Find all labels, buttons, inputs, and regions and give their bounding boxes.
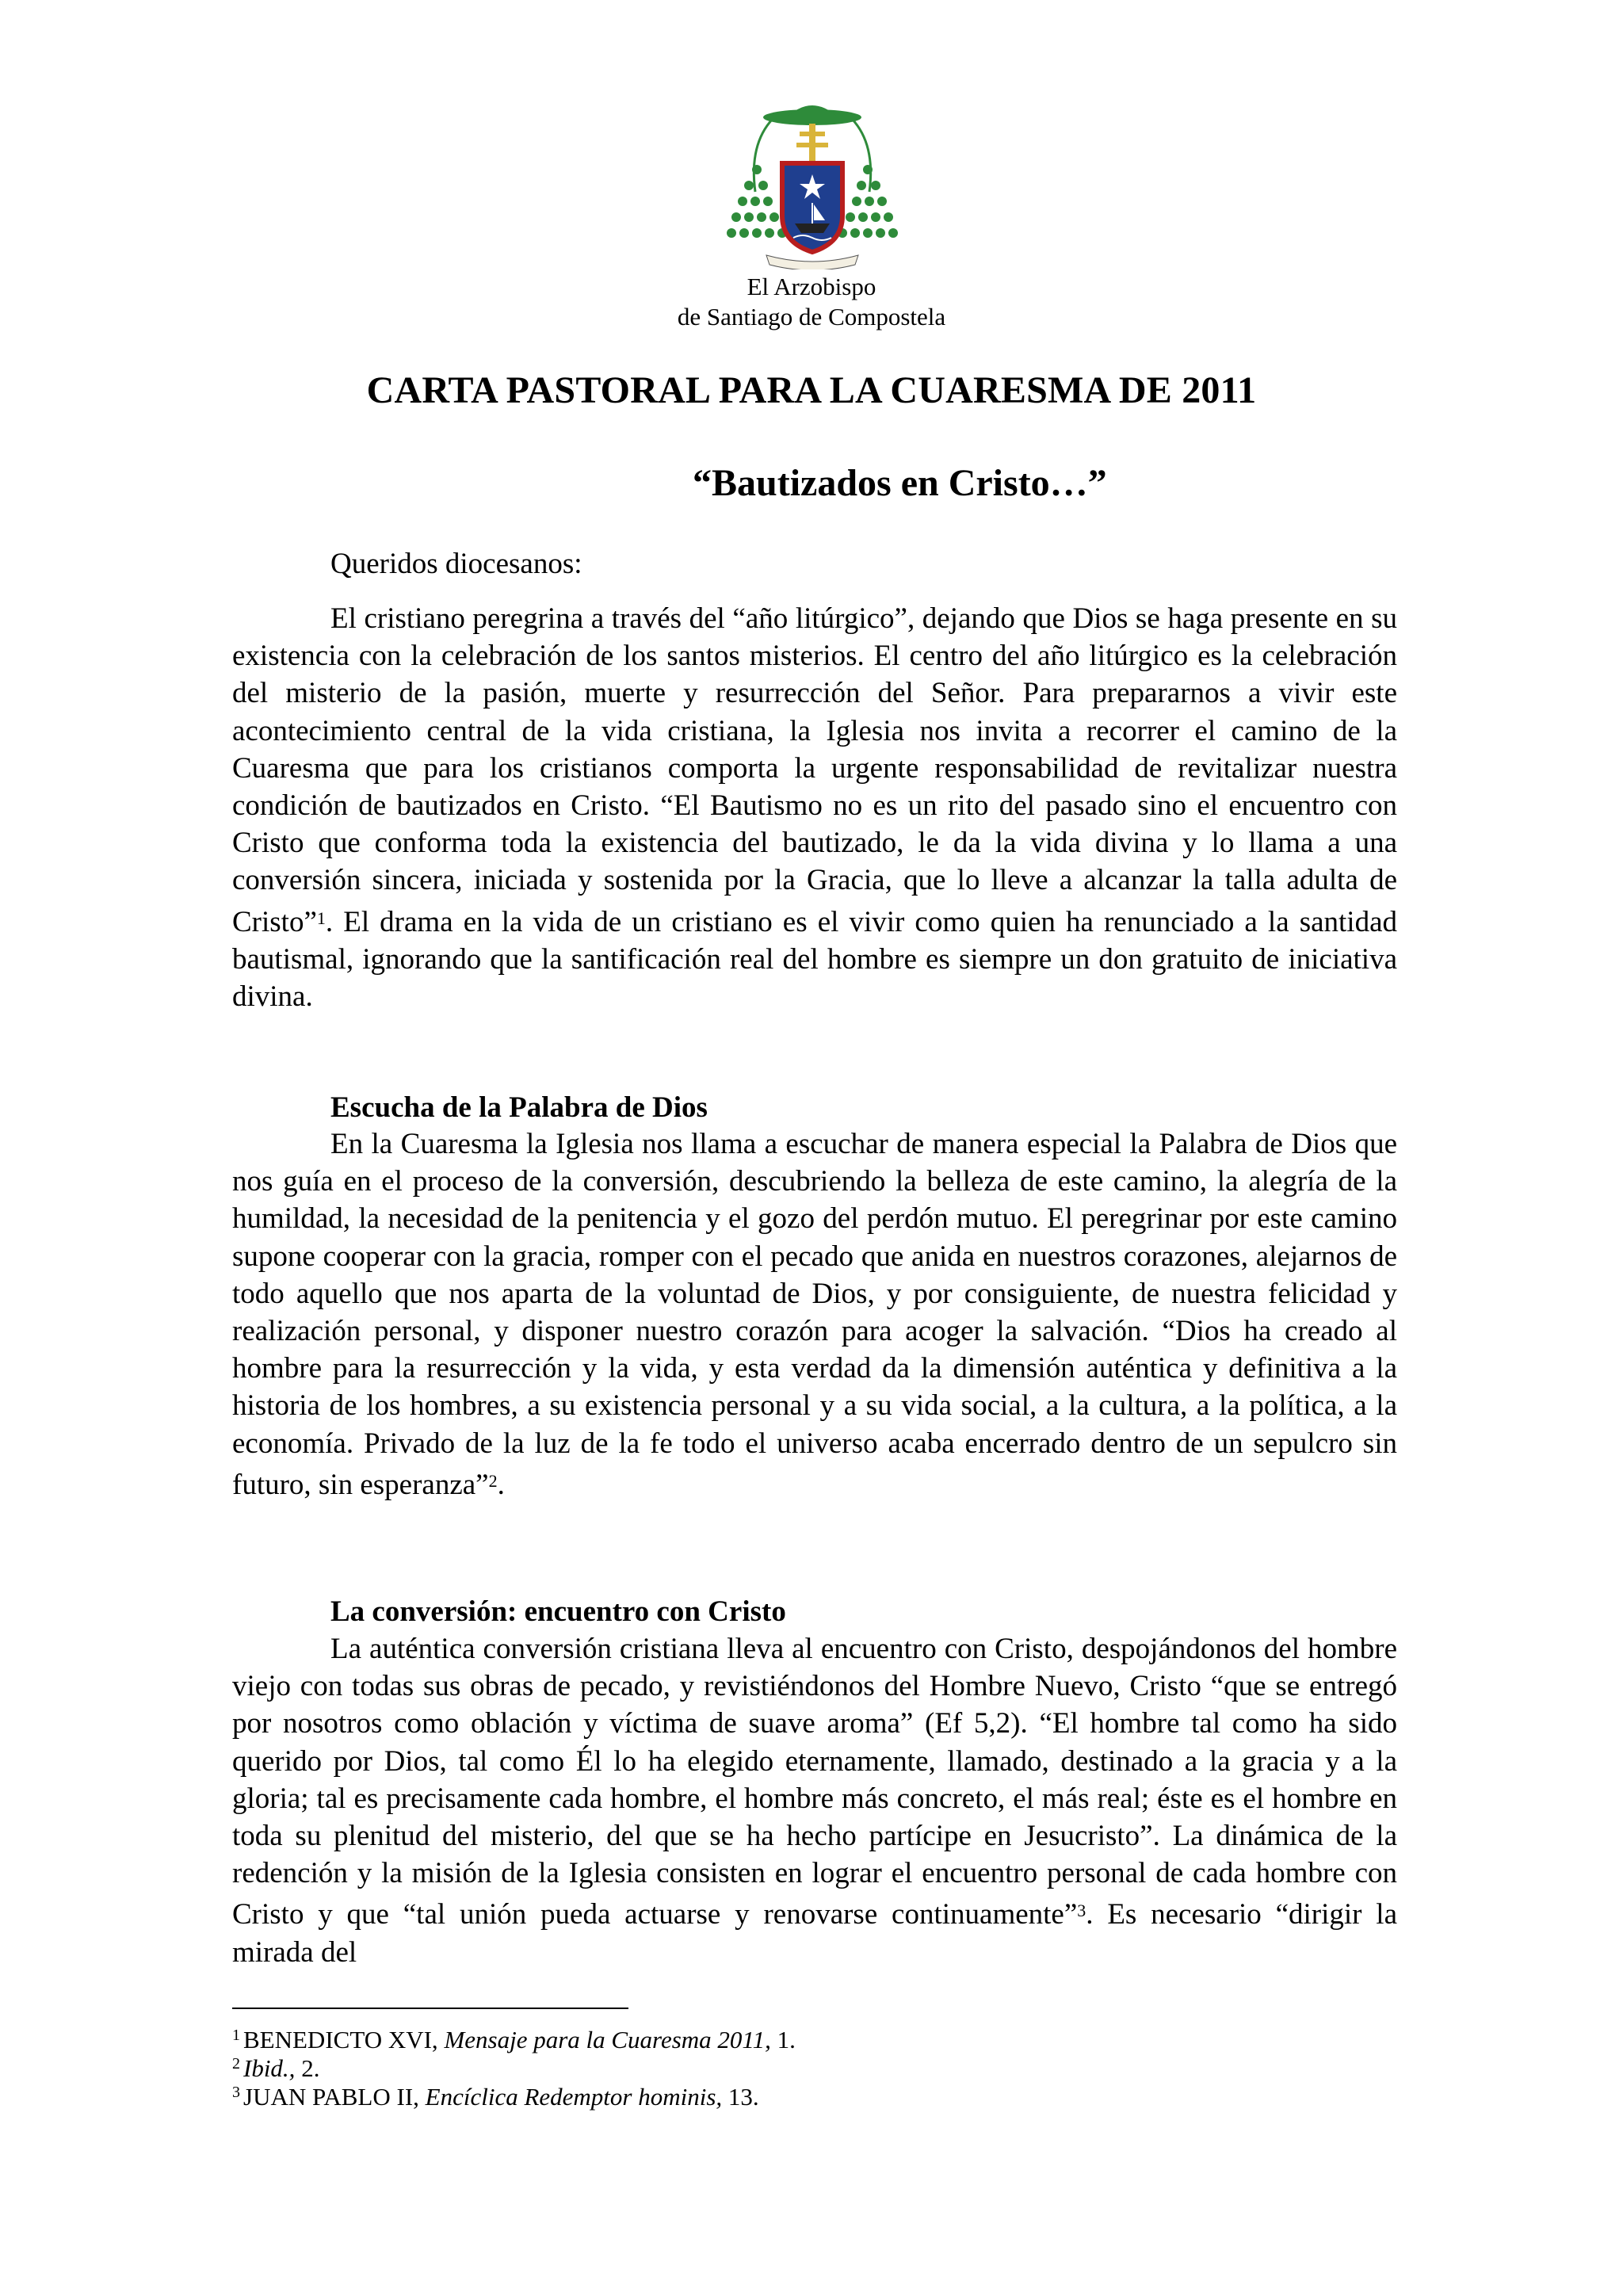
paragraph-escucha xyxy=(232,1125,1397,1503)
footnote-number: 2 xyxy=(232,2055,240,2073)
footnote-italic: Encíclica Redemptor hominis, xyxy=(425,2083,723,2111)
paragraph-conversion-text-b: . Es necesario “dirigir la mirada del xyxy=(232,1898,1398,1969)
footnote-tail: 13. xyxy=(722,2083,759,2111)
footnote-tail: 2. xyxy=(295,2054,320,2082)
footnote-ref-1: 1 xyxy=(316,907,326,928)
footnote-tail: 1. xyxy=(770,2026,796,2053)
paragraph-intro xyxy=(232,600,1397,1015)
section-heading-escucha: Escucha de la Palabra de Dios xyxy=(330,1091,708,1124)
footnote-3 xyxy=(232,2078,759,2111)
sender-line-1: El Arzobispo xyxy=(747,273,876,300)
footnote-italic: Ibid., xyxy=(243,2054,296,2082)
paragraph-intro-text-a: El cristiano peregrina a través del “año litúrgico”, dejando que Dios se haga presente en su existencia con la celebración de los santos misterios. El centro del año litúrgico es la celebración del misterio de la pasión, muerte y resurrección del Señor. Para prepararnos a vivir este acontecimiento central de la vida cristiana, la Iglesia nos invita a recorrer el camino de la Cuaresma que para los cristianos comporta la urgente responsabilidad de revitalizar nuestra condición de bautizados en Cristo. “El Bautismo no es un rito del pasado sino el encuentro con Cristo que conforma toda la existencia del bautizado, le da la vida divina y lo llama a una conversión sincera, iniciada y sostenida por la Gracia, que lo lleve a alcanzar la talla adulta de Cristo” xyxy=(232,602,1397,938)
paragraph-conversion-text-a: La auténtica conversión cristiana lleva al encuentro con Cristo, despojándonos del hombre viejo con todas sus obras de pecado, y revistiéndonos del Hombre Nuevo, Cristo “que se entregó por nosotros como oblación y víctima de suave aroma” (Ef 5,2). “El hombre tal como ha sido querido por Dios, tal como Él lo ha elegido eternamente, llamado, destinado a la gracia y a la gloria; tal es precisamente cada hombre, el hombre más concreto, el más real; éste es el hombre en toda su plenitud del misterio, del que se ha hecho partícipe en Jesucristo”. La dinámica de la redención y la misión de la Iglesia consisten en lograr el encuentro personal de cada hombre con Cristo y que “tal unión pueda actuarse y renovarse continuamente” xyxy=(232,1633,1397,1931)
paragraph-intro-text-b: . El drama en la vida de un cristiano es el vivir como quien ha renunciado a la santidad bautismal, ignorando que la santificación real del hombre es siempre un don gratuito de iniciativa divina. xyxy=(232,905,1397,1014)
footnote-ref-2: 2 xyxy=(488,1470,498,1491)
footnote-text: BENEDICTO XVI, xyxy=(243,2026,445,2053)
footnote-italic: Mensaje para la Cuaresma 2011, xyxy=(444,2026,771,2053)
document-title: CARTA PASTORAL PARA LA CUARESMA DE 2011 xyxy=(366,369,1257,411)
footnote-ref-3: 3 xyxy=(1077,1901,1086,1921)
footnote-separator xyxy=(232,2008,628,2009)
paragraph-conversion xyxy=(232,1630,1397,1971)
document-subtitle: “Bautizados en Cristo…” xyxy=(693,462,1107,504)
section-heading-conversion: La conversión: encuentro con Cristo xyxy=(330,1595,786,1628)
sender-line-2: de Santiago de Compostela xyxy=(677,303,946,330)
paragraph-escucha-text-b: . xyxy=(497,1468,505,1501)
footnote-number: 3 xyxy=(232,2084,240,2101)
footnote-number: 1 xyxy=(232,2027,240,2044)
paragraph-escucha-text-a: En la Cuaresma la Iglesia nos llama a escuchar de manera especial la Palabra de Dios que nos guía en el proceso de la conversión, descubriendo la belleza de este camino, la alegría de la humildad, la necesidad de la penitencia y el gozo del perdón mutuo. El peregrinar por este camino supone cooperar con la gracia, romper con el pecado que anida en nuestros corazones, alejarnos de todo aquello que nos aparta de la voluntad de Dios, y por consiguiente, de nuestra felicidad y realización personal, y disponer nuestro corazón para acoger la salvación. “Dios ha creado al hombre para la resurrección y la vida, y esta verdad da la dimensión auténtica y definitiva a la historia de los hombres, a su existencia personal y a su vida social, a la cultura, a la política, a la economía. Privado de la luz de la fe todo el universo acaba encerrado dentro de un sepulcro sin futuro, sin esperanza” xyxy=(232,1128,1397,1501)
greeting: Queridos diocesanos: xyxy=(330,548,582,580)
archbishop-coat-of-arms xyxy=(725,97,899,269)
footnote-text: JUAN PABLO II, xyxy=(243,2083,426,2111)
